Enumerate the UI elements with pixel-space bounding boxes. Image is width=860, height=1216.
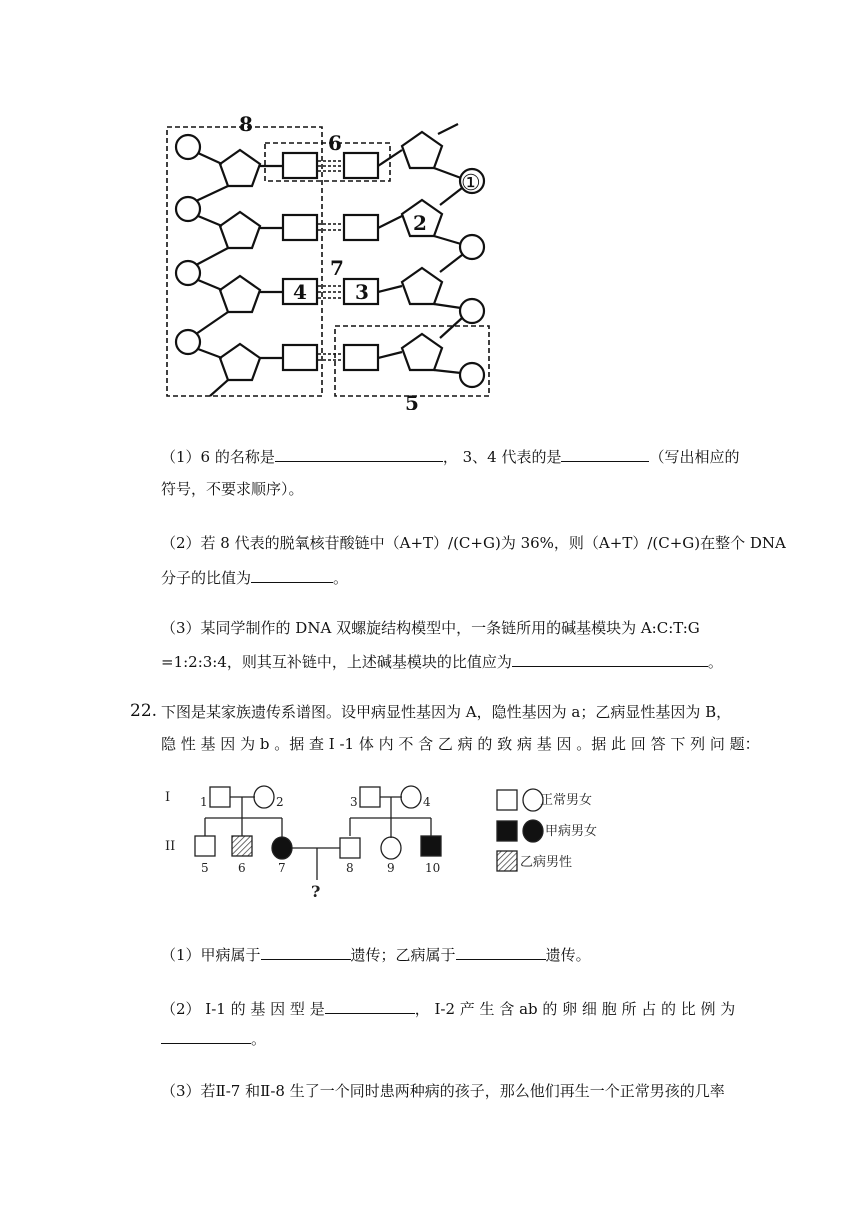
base-rect [283,345,317,370]
q22-part3-line1: （3）若Ⅱ-7 和Ⅱ-8 生了一个同时患两种病的孩子，那么他们再生一个正常男孩的几率 [161,1082,725,1100]
label-2: 2 [413,211,427,235]
deoxyribose-pentagon [220,344,260,380]
q22-part2-line1: （2） Ⅰ-1 的 基 因 型 是 ， Ⅰ-2 产 生 含 ab 的 卵 细 胞 所 占 的 比 例 为 [161,997,735,1019]
unknown-child: ? [311,882,321,901]
male-disease-a-symbol [421,836,441,856]
deoxyribose-pentagon [402,334,442,370]
legend-label-disease-a: 甲病男女 [545,824,598,839]
female-normal-symbol [254,786,274,808]
label-5: 5 [405,391,419,410]
answer-blank[interactable] [325,997,415,1014]
deoxyribose-pentagon [220,212,260,248]
label-6: 6 [328,131,342,155]
q21-part1-line1: （1）6 的名称是 ， 3、4 代表的是 （写出相应的 [161,445,740,467]
individual-id: 2 [276,795,284,809]
base-rect [344,345,378,370]
individual-id: 3 [350,795,358,809]
legend-male-normal [497,790,517,810]
individual-id: 8 [346,861,354,875]
answer-blank[interactable] [251,566,333,583]
female-normal-symbol [381,837,401,859]
q21-part3-line2: =1:2:3:4，则其互补链中，上述碱基模块的比值应为 。 [161,650,723,672]
answer-blank[interactable] [512,650,708,667]
deoxyribose-pentagon [220,150,260,186]
individual-id: 9 [387,861,395,875]
male-normal-symbol [210,787,230,807]
label-8: 8 [239,112,253,136]
generation-label-2: II [165,839,176,854]
answer-blank[interactable] [261,943,351,960]
label-7: 7 [330,256,344,280]
deoxyribose-pentagon [402,268,442,304]
q22-intro-line1: 下图是某家族遗传系谱图。设甲病显性基因为 A，隐性基因为 a；乙病显性基因为 B， [161,703,732,721]
legend-male-disease-a [497,821,517,841]
q22-part2-line2: 。 [161,1027,266,1049]
male-normal-symbol [195,836,215,856]
q21-part2-line1: （2）若 8 代表的脱氧核苷酸链中（A+T）/(C+G)为 36%，则（A+T）/(C+G)在整个 DNA [161,534,786,552]
phosphate-circle [460,363,484,387]
question-number: 22. [130,701,158,721]
legend-label-normal: 正常男女 [540,793,593,808]
legend-male-disease-b [497,851,517,871]
generation-label-1: I [165,790,171,805]
individual-id: 7 [278,861,286,875]
q21-part2-line2: 分子的比值为 。 [161,566,348,588]
deoxyribose-pentagon [220,276,260,312]
deoxyribose-pentagon [402,132,442,168]
phosphate-circle [176,135,200,159]
female-normal-symbol [401,786,421,808]
individual-id: 5 [201,861,209,875]
phosphate-circle [460,299,484,323]
individual-id: 6 [238,861,246,875]
answer-blank[interactable] [161,1027,251,1044]
dna-structure-figure [160,110,500,410]
individual-id: 4 [423,795,431,809]
q22-part1: （1）甲病属于 遗传；乙病属于 遗传。 [161,943,591,965]
phosphate-circle [460,235,484,259]
q22-intro-line2: 隐 性 基 因 为 b 。据 查 Ⅰ -1 体 内 不 含 乙 病 的 致 病 基 因 。据 此 回 答 下 列 问 题： [161,735,760,753]
base-rect [344,215,378,240]
label-4: 4 [293,280,307,304]
male-normal-symbol [340,838,360,858]
answer-blank[interactable] [456,943,546,960]
base-rect [283,215,317,240]
q21-part1-line2: 符号，不要求顺序）。 [161,480,304,498]
individual-id: 1 [200,795,208,809]
q21-part3-line1: （3）某同学制作的 DNA 双螺旋结构模型中，一条链所用的碱基模块为 A:C:T:G [161,619,700,637]
female-disease-a-symbol [272,837,292,859]
legend-label-disease-b: 乙病男性 [520,855,573,870]
legend-female-disease-a [523,820,543,842]
pedigree-chart [160,775,630,905]
male-disease-b-symbol [232,836,252,856]
individual-id: 10 [425,861,441,875]
base-rect [344,153,378,178]
base-rect [283,153,317,178]
label-1: ① [461,171,481,196]
label-3: 3 [355,280,369,304]
answer-blank[interactable] [561,445,649,462]
answer-blank[interactable] [275,445,443,462]
male-normal-symbol [360,787,380,807]
